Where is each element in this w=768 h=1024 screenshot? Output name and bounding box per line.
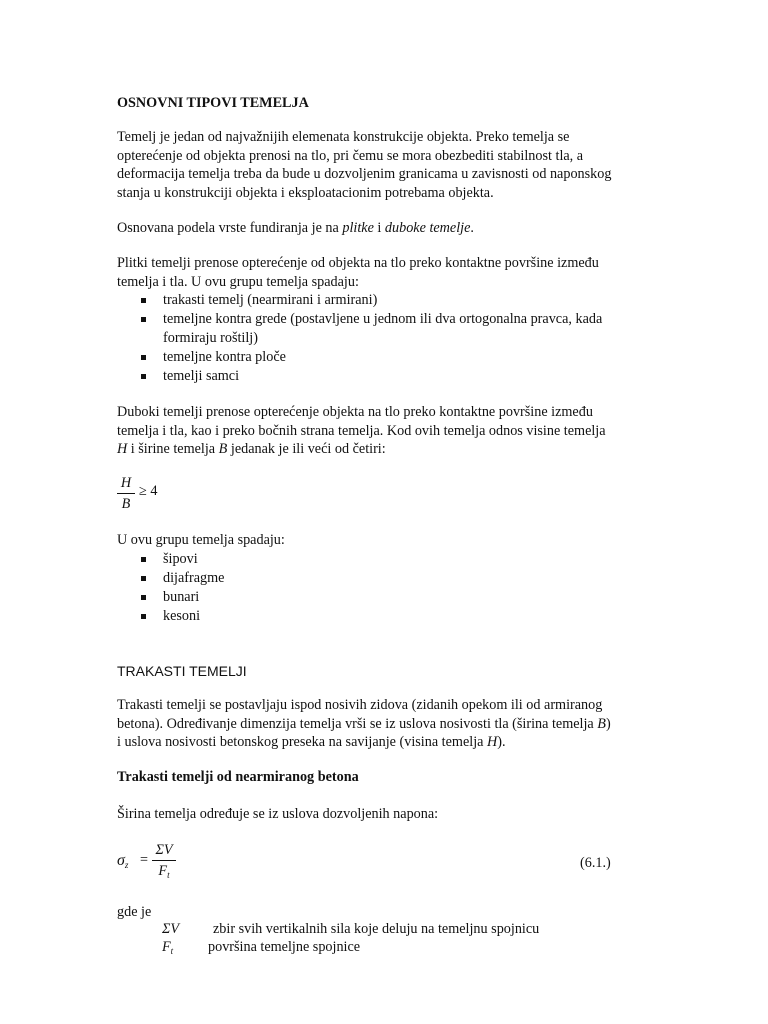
denominator-symbol: F [158,863,168,879]
sigma-symbol: σ [117,852,125,869]
deep-line: temelja i tla, kao i preko bočnih strana temelja. Kod ovih temelja odnos visine temelja [117,422,606,439]
shallow-paragraph [117,254,657,291]
deep-paragraph [117,403,657,459]
shallow-list [117,291,637,386]
list-item: temelji samci [117,367,637,386]
deep-group-intro: U ovu grupu temelja spadaju: [117,532,285,548]
division-mid: i [373,220,385,236]
definition-symbol [162,938,173,961]
deep-line [117,440,657,459]
ratio-relation: ≥ 4 [139,483,158,499]
deep-list [117,550,637,626]
strip-line-text: ) [605,715,611,732]
fraction [152,841,176,884]
section-heading: TRAKASTI TEMELJI [117,663,247,679]
deep-line-text: i širine temelja [127,441,219,458]
strip-line [117,733,657,752]
deep-line: Duboki temelji prenose opterećenje objekta na tlo preko kontaktne površine između [117,404,593,420]
fraction [117,474,135,513]
list-item-line: temeljne kontra grede (postavljene u jednom ili dva ortogonalna pravca, kada [163,311,603,327]
term-deep: duboke temelje [384,220,471,236]
list-item: trakasti temelj (nearmirani i armirani) [117,291,637,310]
strip-line-text: ). [497,734,506,751]
list-item: šipovi [117,550,637,569]
lhs-subscript: z [124,860,129,870]
intro-line: opterećenje od objekta prenosi na tlo, pri čemu se mora obezbediti stabilnost tla, a [117,147,584,164]
division-prefix: Osnovana podela vrste fundiranja je na [117,220,343,236]
shallow-line: temelja i tla. U ovu grupu temelja spadaju: [117,273,359,290]
symbol-text: F [162,939,171,955]
equation-number: (6.1.) [580,855,611,871]
shallow-line: Plitki temelji prenose opterećenje od objekta na tlo preko kontaktne površine između [117,255,599,271]
fraction-bar [152,860,176,861]
strip-paragraph [117,696,657,752]
formula-lhs [117,852,128,870]
strip-line: Trakasti temelji se postavljaju ispod nosivih zidova (zidanih opekom ili od armiranog [117,697,603,713]
fraction-numerator: ΣV [155,842,173,858]
var-b: B [597,715,606,732]
deep-line-text: jedanak je ili veći od četiri: [227,441,386,458]
formula-equals: = [140,852,149,868]
symbol-text: ΣV [162,921,180,937]
fraction-denominator: B [121,496,131,512]
list-item [117,310,637,348]
strip-line-text: betona). Određivanje dimenzija temelja vrši se iz uslova nosivosti tla (širina temelja [117,715,598,732]
fraction-denominator [152,862,176,884]
intro-paragraph [117,128,657,202]
denominator-subscript: t [167,870,170,880]
var-h: H [117,441,128,458]
intro-line: Temelj je jedan od najvažnijih elemenata konstrukcije objekta. Preko temelja se [117,129,570,145]
intro-line: deformacija temelja treba da bude u dozvoljenim granicama u zavisnosti od naponskog [117,166,612,183]
list-item: bunari [117,588,637,607]
strip-line [117,715,657,734]
fraction-numerator: H [120,475,132,491]
term-shallow: plitke [342,220,374,236]
definition-text: zbir svih vertikalnih sila koje deluju na temeljnu spojnicu [213,921,540,937]
intro-line: stanja u konstrukciji objekta i eksploatacionim potrebama objekta. [117,184,494,201]
list-item-line: formiraju roštilj) [163,330,258,346]
division-suffix: . [470,220,474,236]
division-paragraph [117,219,657,238]
subsection-heading: Trakasti temelji od nearmiranog betona [117,769,359,785]
list-item: temeljne kontra ploče [117,348,637,367]
page-title: OSNOVNI TIPOVI TEMELJA [117,95,309,111]
definition-text: površina temeljne spojnice [208,939,361,955]
fraction-bar [117,493,135,494]
where-label: gde je [117,904,152,920]
width-text: Širina temelja određuje se iz uslova dozvoljenih napona: [117,806,439,822]
var-h: H [486,734,498,751]
strip-line-text: i uslova nosivosti betonskog preseka na savijanje (visina temelja [117,734,487,751]
list-item: kesoni [117,607,637,626]
symbol-subscript: t [170,946,174,956]
list-item: dijafragme [117,569,637,588]
var-b: B [218,441,228,458]
